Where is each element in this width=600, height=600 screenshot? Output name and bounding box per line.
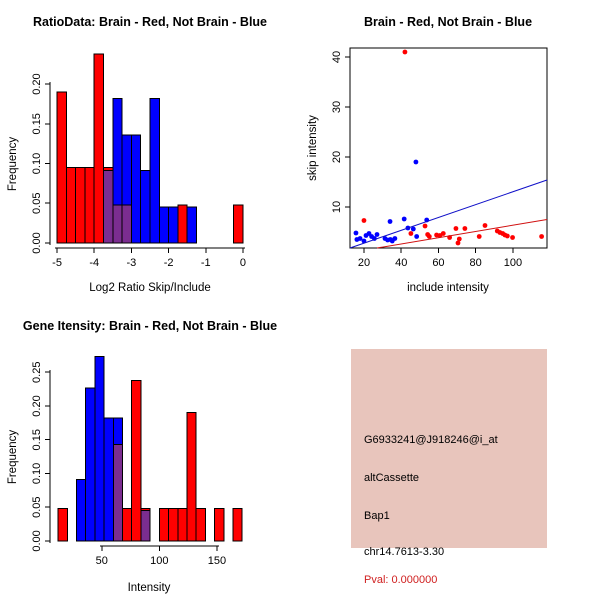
hist-bar-brain xyxy=(178,509,187,541)
ratio-histogram-title: RatioData: Brain - Red, Not Brain - Blue xyxy=(32,15,268,29)
hist-bar-brain xyxy=(76,167,85,243)
hist-bar-not_brain xyxy=(95,357,104,541)
scatter-point-not_brain xyxy=(375,232,380,237)
hist-bar-not_brain xyxy=(159,207,168,243)
x-tick-label: -5 xyxy=(52,257,62,269)
plot-box xyxy=(350,48,547,248)
x-tick-label: 150 xyxy=(207,555,227,567)
hist-bar-brain xyxy=(123,509,132,541)
scatter-point-brain xyxy=(423,224,428,229)
hist-bar-not_brain xyxy=(150,98,159,243)
gene-histogram-panel xyxy=(0,300,300,600)
scatter-point-not_brain xyxy=(414,234,419,239)
x-tick-label: -1 xyxy=(200,257,211,269)
gene-name-text: Bap1 xyxy=(364,510,390,522)
hist-bar-brain xyxy=(187,413,196,541)
x-tick-label: 60 xyxy=(432,257,445,269)
splice-type-text: altCassette xyxy=(364,472,420,484)
hist-bar-not_brain xyxy=(187,207,196,243)
hist-bar-not_brain xyxy=(86,388,95,541)
scatter-point-not_brain xyxy=(414,160,419,165)
scatter-point-not_brain xyxy=(411,227,416,232)
hist-bar-brain xyxy=(178,205,187,243)
x-tick-label: 100 xyxy=(503,257,523,269)
scatter-point-brain xyxy=(408,231,413,236)
y-tick-label: 10 xyxy=(331,200,343,214)
x-tick-label: 100 xyxy=(150,555,169,567)
x-tick-label: 40 xyxy=(395,257,408,269)
scatter-point-brain xyxy=(454,226,459,231)
scatter-point-brain xyxy=(462,226,467,231)
gene-histogram-plot xyxy=(31,357,242,567)
x-tick-label: 80 xyxy=(469,257,482,269)
hist-bar-brain xyxy=(132,380,141,541)
y-tick-label: 0.05 xyxy=(31,496,43,518)
y-tick-label: 0.00 xyxy=(31,232,43,254)
gene-histogram-title: Gene Itensity: Brain - Red, Not Brain - Blue xyxy=(22,319,278,333)
hist-bar-not_brain xyxy=(76,480,85,541)
hist-bar-brain xyxy=(58,509,67,541)
y-tick-label: 0.15 xyxy=(31,429,43,451)
y-tick-label: 0.20 xyxy=(31,73,43,95)
scatter-point-not_brain xyxy=(402,217,407,222)
scatter-point-brain xyxy=(510,235,515,240)
intensity-scatter-xlabel: include intensity xyxy=(407,282,489,294)
x-tick-label: 0 xyxy=(239,257,246,269)
hist-bar-brain xyxy=(196,509,205,541)
regression-line xyxy=(377,220,547,249)
ratio-histogram-xlabel: Log2 Ratio Skip/Include xyxy=(89,282,211,294)
intensity-scatter-ylabel: skip intensity xyxy=(307,115,319,181)
hist-bar-not_brain xyxy=(131,135,140,243)
y-tick-label: 30 xyxy=(331,100,343,114)
scatter-point-brain xyxy=(483,223,488,228)
hist-bar-overlap xyxy=(104,171,113,243)
x-tick-label: -4 xyxy=(89,257,100,269)
hist-bar-not_brain xyxy=(104,418,113,541)
hist-bar-not_brain xyxy=(141,171,150,243)
scatter-point-brain xyxy=(539,234,544,239)
pval-text: Pval: 0.000000 xyxy=(364,574,438,586)
hist-bar-brain xyxy=(234,205,243,243)
x-tick-label: 50 xyxy=(95,555,108,567)
scatter-point-brain xyxy=(441,231,446,236)
hist-bar-brain xyxy=(66,167,75,243)
hist-bar-not_brain xyxy=(169,207,178,243)
intensity-scatter-panel xyxy=(300,0,600,300)
scatter-point-brain xyxy=(362,218,367,223)
hist-bar-brain xyxy=(94,54,103,243)
y-tick-label: 0.00 xyxy=(31,530,43,552)
y-tick-label: 0.05 xyxy=(31,192,43,214)
hist-bar-overlap xyxy=(113,205,122,243)
ratio-histogram-ylabel: Frequency xyxy=(7,136,19,192)
x-tick-label: -3 xyxy=(126,257,137,269)
gene-histogram-xlabel: Intensity xyxy=(127,582,171,594)
intensity-scatter-title: Brain - Red, Not Brain - Blue xyxy=(363,15,533,29)
y-tick-label: 20 xyxy=(331,150,343,164)
y-tick-label: 0.15 xyxy=(31,113,43,135)
scatter-point-brain xyxy=(505,234,510,239)
x-tick-label: -2 xyxy=(163,257,174,269)
scatter-point-not_brain xyxy=(388,219,393,224)
hist-bar-overlap xyxy=(122,205,131,243)
hist-bar-overlap xyxy=(141,511,150,541)
scatter-point-brain xyxy=(427,234,432,239)
ratio-histogram-plot xyxy=(31,54,246,269)
hist-bar-overlap xyxy=(113,444,122,540)
y-tick-label: 0.20 xyxy=(31,395,43,417)
y-tick-label: 0.10 xyxy=(31,462,43,485)
hist-bar-brain xyxy=(85,167,94,243)
coordinates-text: chr14.7613-3.30 xyxy=(364,546,445,558)
scatter-point-brain xyxy=(457,237,462,242)
gene-histogram-ylabel: Frequency xyxy=(7,429,19,485)
y-tick-label: 0.25 xyxy=(31,361,43,383)
scatter-point-not_brain xyxy=(354,231,359,236)
gene-info-panel xyxy=(351,349,547,586)
x-tick-label: 20 xyxy=(357,257,371,269)
ratio-histogram-panel xyxy=(0,0,300,300)
scatter-point-brain xyxy=(477,234,482,239)
probe-id-text: G6933241@J918246@i_at xyxy=(364,434,498,446)
hist-bar-brain xyxy=(169,509,178,541)
y-tick-label: 0.10 xyxy=(31,152,43,175)
hist-bar-brain xyxy=(57,92,66,243)
scatter-point-brain xyxy=(403,50,408,55)
hist-bar-brain xyxy=(159,509,168,541)
y-tick-label: 40 xyxy=(331,50,343,64)
intensity-scatter-plot xyxy=(331,48,547,269)
hist-bar-brain xyxy=(233,509,242,541)
hist-bar-brain xyxy=(215,509,224,541)
scatter-point-not_brain xyxy=(392,236,397,241)
